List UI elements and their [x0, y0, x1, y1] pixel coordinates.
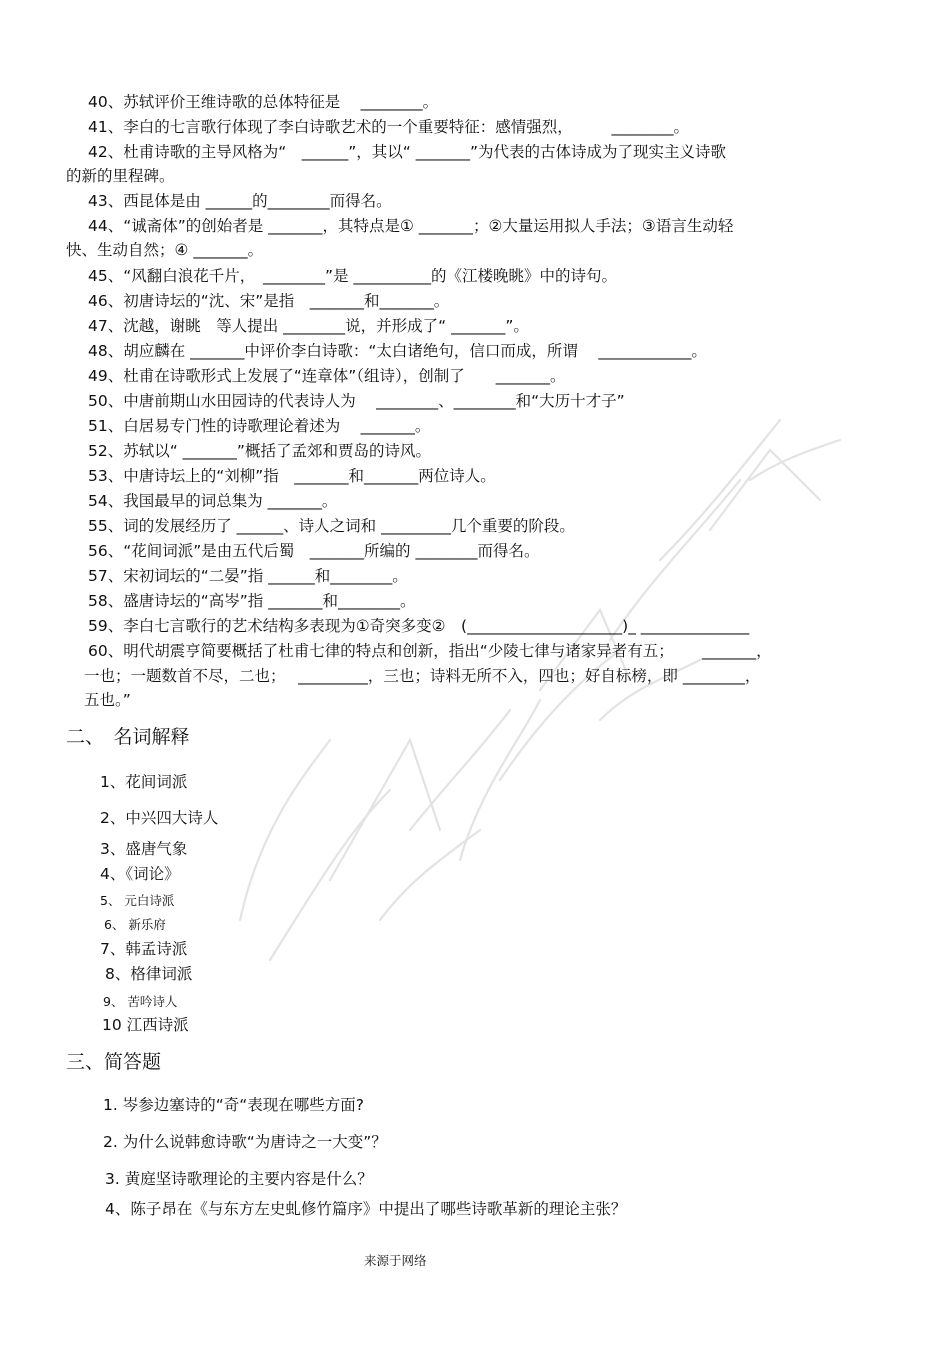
short-answer-item: 1. 岑参边塞诗的“奇“表现在哪些方面?: [103, 1096, 365, 1114]
section-heading-terms: 二、 名词解释: [66, 726, 190, 748]
question-60: 60、明代胡震亨简要概括了杜甫七律的特点和创新，指出“少陵七律与诸家异者有五； _______，: [88, 642, 772, 660]
term-item: 7、韩孟诗派: [100, 940, 188, 958]
question-53: 53、中唐诗坛上的“刘柳”指 _______和_______两位诗人。: [88, 467, 496, 485]
short-answer-item: 2. 为什么说韩愈诗歌“为唐诗之一大变”？: [103, 1133, 387, 1151]
question-44: 44、“诚斋体”的创始者是 _______，其特点是① _______；②大量运用拟人手法；③语言生动轻: [88, 217, 734, 235]
question-55: 55、词的发展经历了 ______、诗人之词和 _________几个重要的阶段。: [88, 517, 575, 535]
short-answer-item: 3. 黄庭坚诗歌理论的主要内容是什么？: [105, 1170, 373, 1188]
section-heading-short-answer: 三、简答题: [66, 1051, 162, 1073]
question-60-cont: 一也；一题数首不尽，二也； _________，三也；诗料无所不入，四也；好自标榜，即 ________，: [84, 667, 761, 685]
question-47: 47、沈越，谢眺 等人提出 ________说，并形成了“ _______”。: [88, 317, 529, 335]
page-footer: 来源于网络: [364, 1253, 427, 1268]
term-item: 1、花间词派: [100, 773, 188, 791]
question-43: 43、西昆体是由 ______的________而得名。: [88, 192, 392, 210]
question-44-cont: 快、生动自然；④ _______。: [66, 241, 264, 259]
question-49: 49、杜甫在诗歌形式上发展了“连章体”（组诗），创制了 _______。: [88, 367, 566, 385]
question-58: 58、盛唐诗坛的“高岑”指 _______和________。: [88, 592, 416, 610]
question-50: 50、中唐前期山水田园诗的代表诗人为 ________、________和“大历十才子”: [88, 392, 625, 410]
short-answer-item: 4、陈子昂在《与东方左史虬修竹篇序》中提出了哪些诗歌革新的理论主张？: [105, 1200, 627, 1218]
term-item: 4、《词论》: [100, 865, 180, 883]
question-41: 41、李白的七言歌行体现了李白诗歌艺术的一个重要特征：感情强烈， ________。: [88, 118, 689, 136]
term-item: 5、 元白诗派: [100, 893, 175, 908]
term-item: 2、中兴四大诗人: [100, 809, 219, 827]
question-40: 40、苏轼评价王维诗歌的总体特征是 ________。: [88, 93, 439, 111]
term-item: 8、格律词派: [105, 965, 193, 983]
question-48: 48、胡应麟在 _______中评价李白诗歌：“太白诸绝句，信口而成，所谓 ____________。: [88, 342, 707, 360]
term-item: 3、盛唐气象: [100, 840, 188, 858]
question-60-end: 五也。”: [84, 691, 131, 709]
question-52: 52、苏轼以“ _______”概括了孟郊和贾岛的诗风。: [88, 442, 431, 460]
question-45: 45、“风翻白浪花千片， ________”是 __________的《江楼晚眺》中的诗句。: [88, 267, 617, 285]
question-56: 56、“花间词派”是由五代后蜀 _______所编的 ________而得名。: [88, 542, 540, 560]
question-54: 54、我国最早的词总集为 _______。: [88, 492, 338, 510]
question-57: 57、宋初词坛的“二晏”指 ______和________。: [88, 567, 408, 585]
question-42-cont: 的新的里程碑。: [66, 167, 175, 185]
term-item: 6、 新乐府: [104, 917, 166, 932]
question-42: 42、杜甫诗歌的主导风格为“ ______”，其以“ _______”为代表的古体诗成为了现实主义诗歌: [88, 143, 727, 161]
term-item: 10 江西诗派: [102, 1016, 189, 1034]
question-59: 59、李白七言歌行的艺术结构多表现为①奇突多变② (____________________)_ ______________: [88, 617, 750, 635]
question-46: 46、初唐诗坛的“沈、宋”是指 _______和_______。: [88, 292, 450, 310]
question-51: 51、白居易专门性的诗歌理论着述为 _______。: [88, 417, 431, 435]
term-item: 9、 苦吟诗人: [103, 994, 178, 1009]
